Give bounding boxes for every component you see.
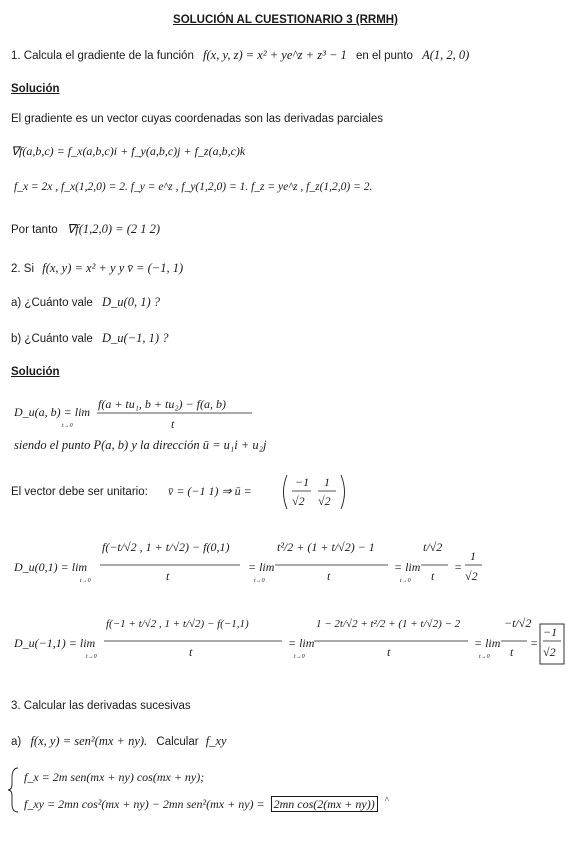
mixed-partial-expression: f_xy = 2mn cos²(mx + ny) − 2mn sen²(mx + ny) = [24,797,265,811]
limit-subscript: t→0 [400,578,411,584]
derivative-a-computation [13,540,482,584]
derivative-a-middle-denominator: t [327,569,331,583]
equals-sign: = [454,560,463,574]
unit-vector [11,475,345,509]
unit-vector-equation: v̄ = (−1 1) ⇒ ū = [168,484,252,498]
u2-denominator: √2 [318,494,331,508]
derivative-a-middle-numerator: t²/2 + (1 + t/√2) − 1 [277,540,375,554]
derivative-b-middle-denominator: t [387,645,391,659]
solution-1-line1: El gradiente es un vector cuyas coordenadas son las derivadas parciales [11,113,384,125]
question-3a-target: f_xy [205,734,227,748]
right-paren [341,475,345,509]
u2-numerator: 1 [324,475,330,489]
solution-1-heading: Solución [11,83,60,95]
derivative-b-last-numerator: −t/√2 [504,616,532,630]
u1-denominator: √2 [292,494,305,508]
question-3: 3. Calcular las derivadas sucesivas [11,700,191,712]
question-1-text: 1. Calcula el gradiente de la función [11,50,194,62]
first-partial-fx: f_x = 2m sen(mx + ny) cos(mx + ny); [24,770,205,784]
question-2-stem: f(x, y) = x² + y y v̄ = (−1, 1) [42,261,184,275]
gradient-result-label: Por tanto [11,224,58,236]
direction-description: siendo el punto P(a, b) y la dirección ū = u₁i + u₂j [14,438,267,452]
unit-vector-label: El vector debe ser unitario: [11,486,148,498]
equals-lim: = lim [288,636,315,650]
question-3a-label: a) [11,736,22,748]
definition-numerator: f(a + tu₁, b + tu₂) − f(a, b) [98,397,226,411]
derivative-b-result-numerator: −1 [543,625,558,639]
question-2b-label: b) ¿Cuánto vale [11,333,93,345]
limit-subscript: t→0 [254,578,265,584]
question-2b-expr: D_u(−1, 1) ? [102,331,169,345]
derivative-a-lhs: D_u(0,1) = lim [14,560,88,574]
derivative-b-middle-numerator: 1 − 2t/√2 + t²/2 + (1 + t/√2) − 2 [316,618,461,630]
question-1-formula: f(x, y, z) = x² + ye^z + z³ − 1 [203,48,347,62]
derivative-b-result-denominator: √2 [543,645,556,659]
derivative-b-last-denominator: t [510,645,514,659]
mixed-partial-result: 2mn cos(2(mx + ny)) [271,796,378,812]
directional-derivative-definition [13,397,252,431]
derivative-b-lhs: D_u(−1,1) = lim [14,636,96,650]
gradient-result-value: ∇f(1,2,0) = (2 1 2) [66,222,161,236]
derivative-a-result-denominator: √2 [465,569,478,583]
equals-sign: = [530,636,539,650]
question-3a [11,734,227,749]
derivative-a-last-denominator: t [431,569,435,583]
equals-lim: = lim [394,560,421,574]
question-2a-label: a) ¿Cuánto vale [11,297,93,309]
question-1-point-text: en el punto [355,50,413,62]
left-brace [8,768,18,812]
derivative-a-denominator: t [166,569,170,583]
mixed-partial-fxy [24,795,389,812]
equals-lim: = lim [474,636,501,650]
question-3a-ask: Calcular [156,736,199,748]
u1-numerator: −1 [295,475,310,489]
document-title: SOLUCIÓN AL CUESTIONARIO 3 (RRMH) [173,14,398,26]
derivative-a-last-numerator: t/√2 [423,540,443,554]
partial-derivatives: f_x = 2x , f_x(1,2,0) = 2. f_y = e^z , f_y(1,2,0) = 1. f_z = ye^z , f_z(1,2,0) = 2. [14,181,373,193]
caret-mark: ^ [384,795,389,805]
left-paren [284,475,288,509]
question-2-label: 2. Si [11,263,35,275]
limit-subscript: t→0 [80,578,91,584]
derivative-a-result-numerator: 1 [470,549,476,563]
derivative-b-computation [13,616,564,664]
gradient-definition: ∇f(a,b,c) = f_x(a,b,c)i + f_y(a,b,c)j + f_z(a,b,c)k [11,144,246,158]
derivative-b-denominator: t [189,645,193,659]
limit-subscript: t→0 [62,423,73,429]
limit-subscript: t→0 [86,654,97,660]
limit-subscript: t→0 [479,654,490,660]
question-1-point: A(1, 2, 0) [422,48,470,62]
question-3a-expr: f(x, y) = sen²(mx + ny). [30,734,148,748]
derivative-b-numerator: f(−1 + t/√2 , 1 + t/√2) − f(−1,1) [106,618,249,630]
definition-denominator: t [171,417,175,431]
question-2a-expr: D_u(0, 1) ? [102,295,161,309]
derivative-a-numerator: f(−t/√2 , 1 + t/√2) − f(0,1) [102,540,230,554]
equals-lim: = lim [248,560,275,574]
solution-2-heading: Solución [11,366,60,378]
definition-lhs: D_u(a, b) = lim [14,405,91,419]
limit-subscript: t→0 [294,654,305,660]
